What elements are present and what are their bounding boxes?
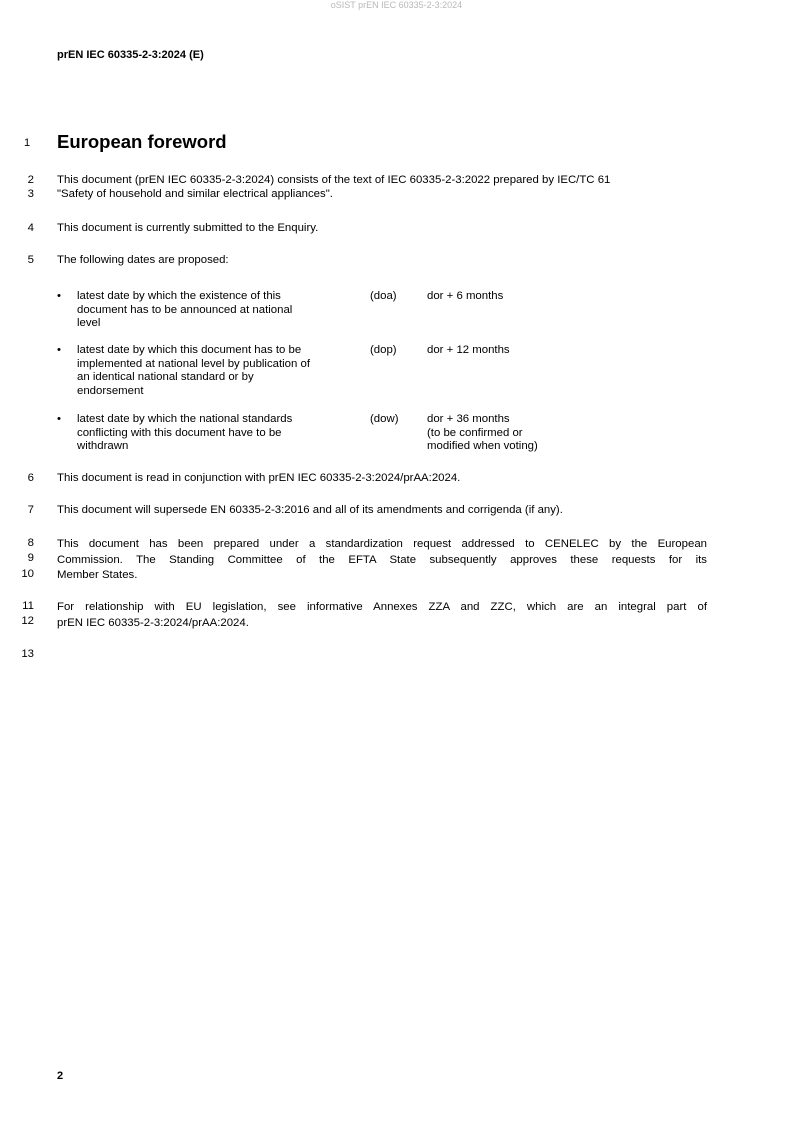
date-code: (doa) [370, 290, 397, 302]
line-number: 3 [27, 188, 34, 200]
text-line: This document (prEN IEC 60335-2-3:2024) consists of the text of IEC 60335-2-3:2022 prepared by IEC/TC 61 [57, 174, 611, 186]
line-number: 5 [27, 254, 34, 266]
text-line: dor + 36 months [427, 413, 510, 425]
line-number: 6 [27, 472, 34, 484]
line-number: 1 [24, 137, 31, 149]
line-number: 11 [22, 600, 34, 612]
paragraph-conjunction [57, 472, 707, 486]
text-line: This document has been prepared under a standardization request addressed to CENELEC by the European [57, 538, 707, 550]
bullet: • [57, 413, 61, 425]
text-line: This document is read in conjunction with prEN IEC 60335-2-3:2024/prAA:2024. [57, 472, 461, 484]
line-number: 7 [27, 504, 34, 516]
text-line: prEN IEC 60335-2-3:2024/prAA:2024. [57, 616, 249, 629]
text-line: level [77, 317, 101, 329]
line-number: 2 [27, 174, 34, 186]
text-line: latest date by which the existence of this [77, 290, 281, 302]
paragraph-standardization [57, 537, 707, 584]
text-line: dor + 12 months [427, 344, 510, 356]
text-line: conflicting with this document have to be [77, 426, 282, 439]
paragraph-eu-legislation [57, 600, 707, 631]
section-heading: European foreword [57, 131, 227, 152]
paragraph-supersede [57, 504, 707, 518]
paragraph-enquiry [57, 222, 707, 236]
date-code: (dop) [370, 344, 397, 356]
text-line: latest date by which the national standards [77, 413, 293, 425]
text-line: modified when voting) [427, 440, 538, 452]
text-line: Commission. The Standing Committee of the EFTA State subsequently approves these requests for its [57, 553, 707, 566]
line-number: 13 [21, 648, 34, 660]
text-line: Member States. [57, 569, 138, 581]
line-number: 9 [27, 552, 34, 564]
date-description [77, 344, 357, 398]
text-line: dor + 6 months [427, 290, 504, 302]
date-value [427, 290, 627, 304]
line-number: 10 [21, 568, 34, 580]
text-line: an identical national standard or by [77, 371, 254, 383]
watermark: oSIST prEN IEC 60335-2-3:2024 [330, 0, 463, 10]
text-line: This document is currently submitted to the Enquiry. [57, 222, 319, 234]
date-value [427, 413, 627, 454]
line-number: 4 [27, 222, 34, 234]
text-line: This document will supersede EN 60335-2-3:2016 and all of its amendments and corrigenda (if any). [57, 504, 563, 516]
line-number: 12 [21, 615, 34, 627]
paragraph-intro [57, 174, 707, 201]
date-value [427, 344, 627, 358]
text-line: withdrawn [77, 440, 129, 452]
document-id: prEN IEC 60335-2-3:2024 (E) [57, 49, 204, 61]
page-number: 2 [57, 1070, 64, 1082]
text-line: For relationship with EU legislation, see informative Annexes ZZA and ZZC, which are an integral part of [57, 601, 707, 613]
bullet: • [57, 344, 61, 356]
text-line: (to be confirmed or [427, 426, 523, 439]
bullet: • [57, 290, 61, 302]
line-number: 8 [27, 537, 34, 549]
text-line: The following dates are proposed: [57, 254, 229, 266]
text-line: implemented at national level by publication of [77, 357, 311, 370]
text-line: "Safety of household and similar electrical appliances". [57, 187, 333, 200]
date-description [77, 290, 357, 331]
date-description [77, 413, 357, 454]
text-line: latest date by which this document has to be [77, 344, 302, 356]
date-code: (dow) [370, 413, 399, 425]
text-line: document has to be announced at national [77, 303, 293, 316]
paragraph-dates-intro [57, 254, 707, 268]
text-line: endorsement [77, 384, 144, 397]
